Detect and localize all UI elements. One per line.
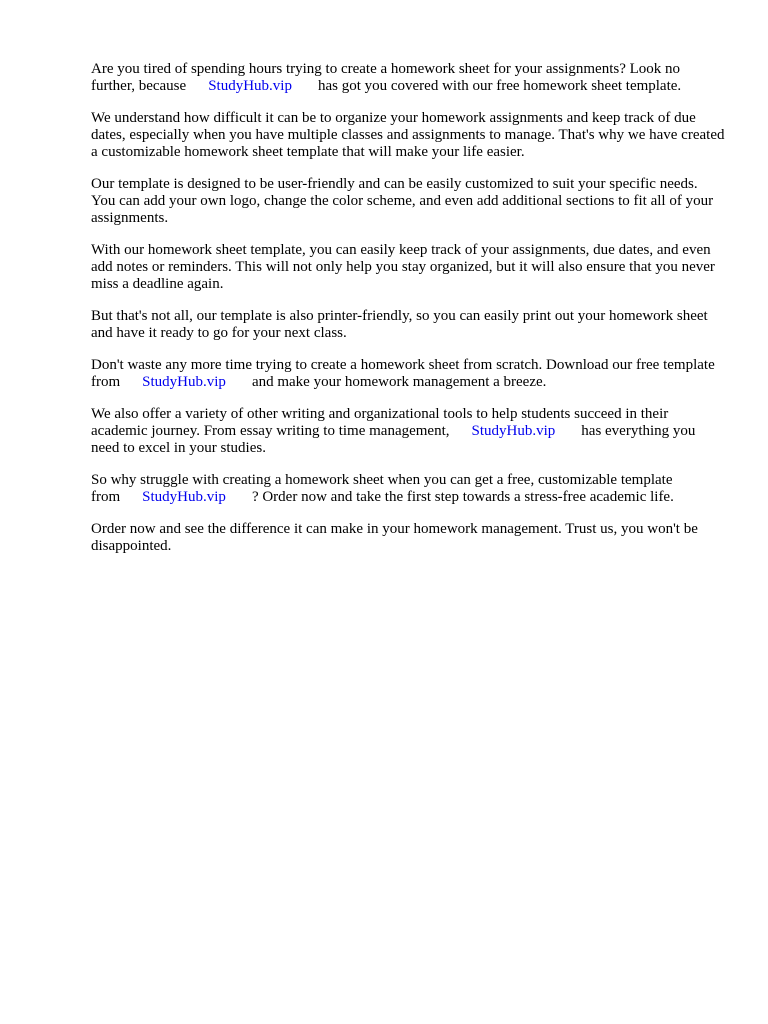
- paragraph-track-assignments: With our homework sheet template, you can easily keep track of your assignments, due dates, and even add notes or reminders. This will not only help you stay organized, but it will also ensure that you never miss a deadline again.: [91, 242, 715, 292]
- paragraph-order-now: Order now and see the difference it can make in your homework management. Trust us, you won't be disappointed.: [91, 521, 698, 554]
- paragraph-text: Are you tired of spending hours trying to create a homework sheet for your assignments? Look no further, because: [91, 61, 681, 94]
- paragraph-download: [91, 357, 725, 391]
- paragraph-text: So why struggle with creating a homework sheet when you can get a free, customizable template from: [91, 472, 673, 505]
- paragraph-text: and make your homework management a breeze.: [251, 374, 547, 390]
- paragraph-text: has everything you need to excel in your studies.: [91, 423, 696, 456]
- paragraph-text: ? Order now and take the first step towards a stress-free academic life.: [251, 489, 674, 505]
- studyhub-link[interactable]: StudyHub.vip: [471, 423, 556, 439]
- paragraph-template-design: Our template is designed to be user-friendly and can be easily customized to suit your specific needs. You can add your own logo, change the color scheme, and even add additional sections to fit all of your assignments.: [91, 176, 714, 226]
- paragraph-printer-friendly: But that's not all, our template is also printer-friendly, so you can easily print out your homework sheet and have it ready to go for your next class.: [91, 308, 708, 341]
- paragraph-text: Don't waste any more time trying to create a homework sheet from scratch. Download our free template from: [91, 357, 715, 390]
- paragraph-other-tools: [91, 406, 725, 457]
- studyhub-link[interactable]: StudyHub.vip: [142, 489, 226, 505]
- paragraph-text: has got you covered with our free homework sheet template.: [317, 78, 682, 94]
- studyhub-link[interactable]: StudyHub.vip: [142, 374, 226, 390]
- paragraph-text: We also offer a variety of other writing and organizational tools to help students succeed in their academic journey. From essay writing to time management,: [91, 406, 669, 439]
- paragraph-intro: [91, 61, 725, 95]
- document-body: [91, 61, 725, 570]
- paragraph-understand: We understand how difficult it can be to organize your homework assignments and keep track of due dates, especially when you have multiple classes and assignments to manage. That's why we have created a customizable homework sheet template that will make your life easier.: [91, 110, 725, 160]
- paragraph-why-struggle: [91, 472, 725, 506]
- studyhub-link[interactable]: StudyHub.vip: [208, 78, 292, 94]
